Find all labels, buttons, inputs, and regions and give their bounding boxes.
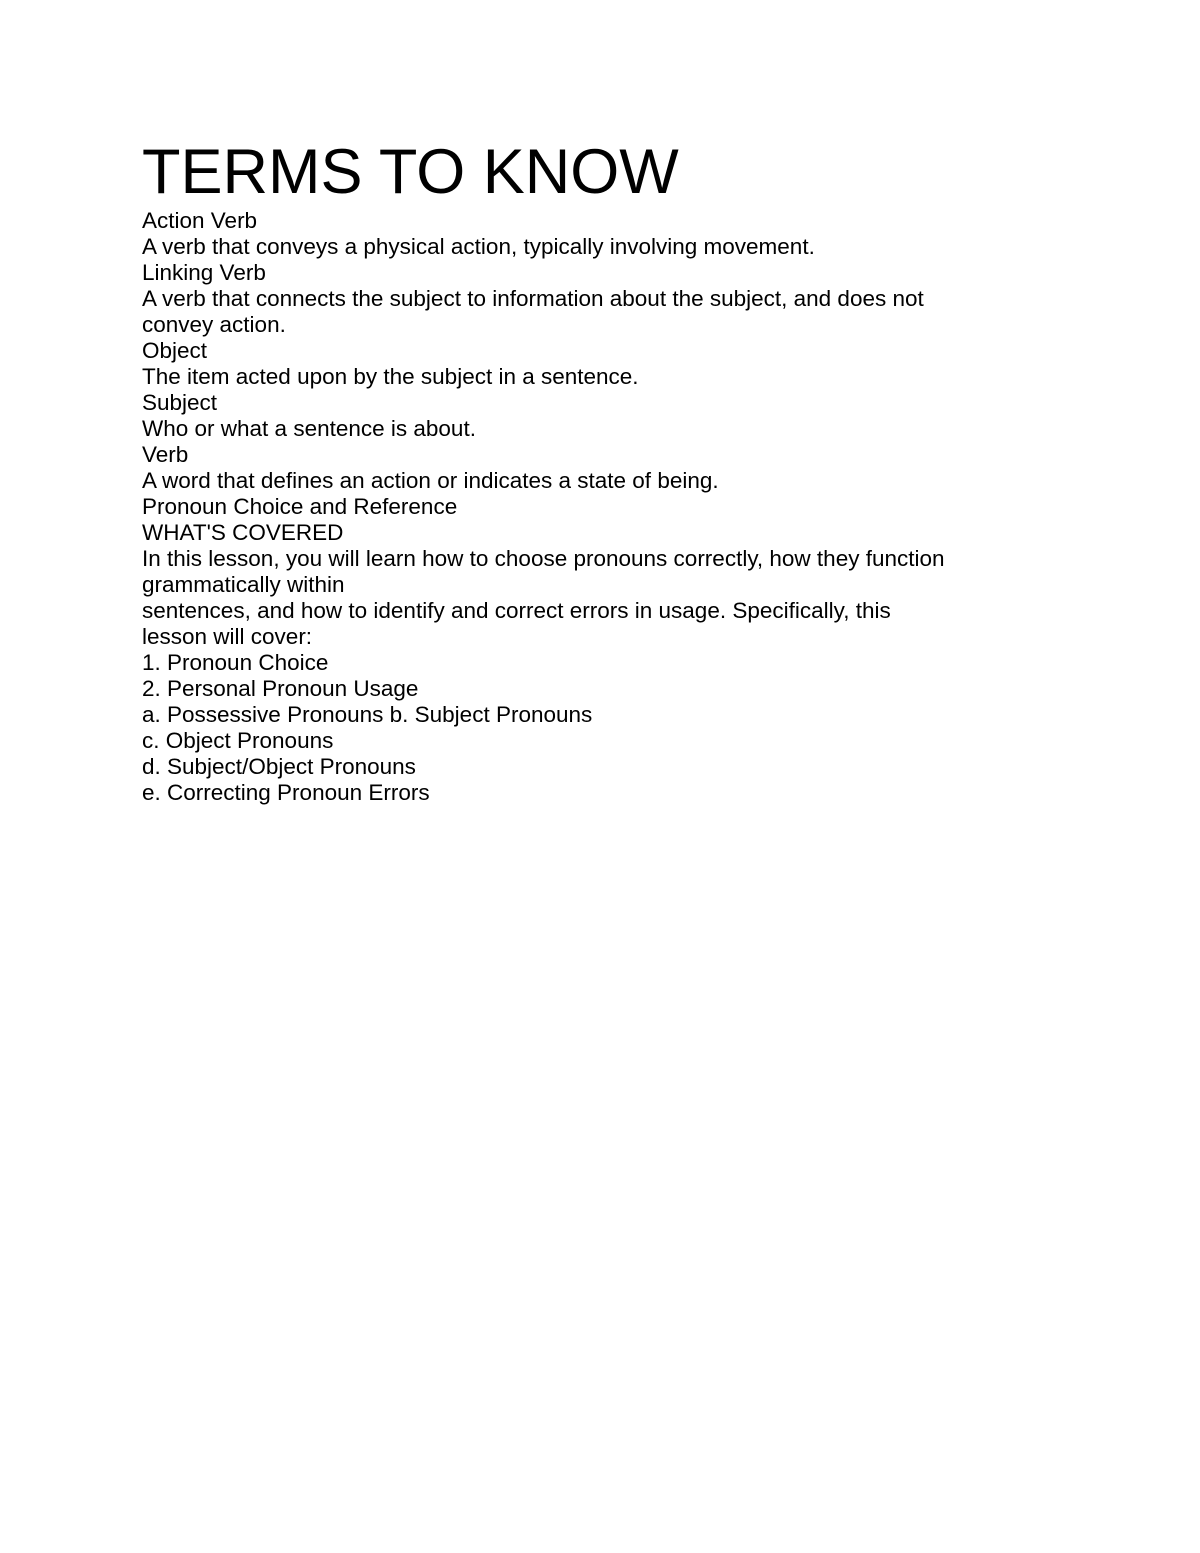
- whats-covered-heading: WHAT'S COVERED: [142, 520, 344, 545]
- term-object: Object: [142, 338, 208, 363]
- section-heading: Pronoun Choice and Reference: [142, 494, 458, 519]
- page-title: TERMS TO KNOW: [142, 137, 679, 207]
- definition-linking-verb-line-1: A verb that connects the subject to information about the subject, and does not: [142, 286, 924, 311]
- definition-action-verb: A verb that conveys a physical action, typically involving movement.: [142, 234, 815, 259]
- intro-line-4: lesson will cover:: [142, 624, 313, 649]
- term-linking-verb: Linking Verb: [142, 260, 266, 285]
- term-subject: Subject: [142, 390, 218, 415]
- definition-verb: A word that defines an action or indicates a state of being.: [142, 468, 719, 493]
- list-item: a. Possessive Pronouns b. Subject Pronouns: [142, 702, 593, 727]
- term-action-verb: Action Verb: [142, 208, 258, 233]
- intro-line-2: grammatically within: [142, 572, 345, 597]
- intro-line-1: In this lesson, you will learn how to choose pronouns correctly, how they function: [142, 546, 945, 571]
- term-verb: Verb: [142, 442, 189, 467]
- definition-subject: Who or what a sentence is about.: [142, 416, 476, 441]
- definition-object: The item acted upon by the subject in a sentence.: [142, 364, 639, 389]
- list-item: d. Subject/Object Pronouns: [142, 754, 416, 779]
- document-page: [142, 136, 1062, 806]
- list-item: c. Object Pronouns: [142, 728, 334, 753]
- list-item: 2. Personal Pronoun Usage: [142, 676, 419, 701]
- intro-line-3: sentences, and how to identify and correct errors in usage. Specifically, this: [142, 598, 891, 623]
- definition-linking-verb-line-2: convey action.: [142, 312, 286, 337]
- list-item: e. Correcting Pronoun Errors: [142, 780, 430, 805]
- list-item: 1. Pronoun Choice: [142, 650, 329, 675]
